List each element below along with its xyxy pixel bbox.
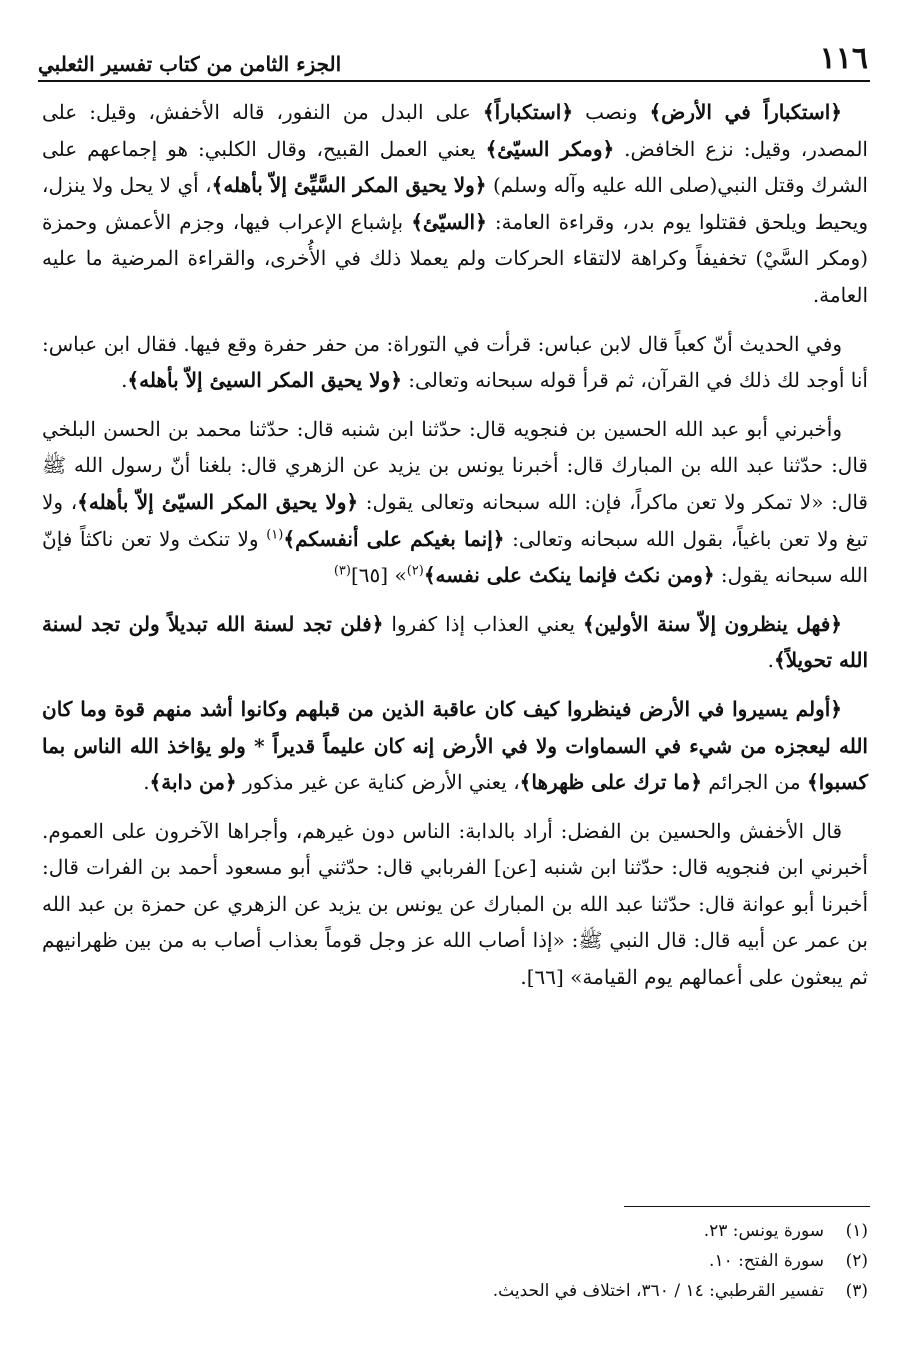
footnote-text: تفسير القرطبي: ١٤ / ٣٦٠، اختلاف في الحديث. bbox=[492, 1281, 824, 1301]
paragraph bbox=[42, 813, 868, 996]
main-text bbox=[42, 94, 868, 1008]
page-header bbox=[38, 34, 868, 74]
quran-verse: ﴿استكباراً في الأرض﴾ bbox=[649, 100, 842, 124]
footnote-number: (٢) bbox=[845, 1251, 868, 1271]
quran-verse: ﴿من دابة﴾ bbox=[149, 770, 237, 795]
paragraph bbox=[42, 691, 868, 801]
text-segment: يعني العمل القبيح، وقال الكلبي: هو إجماعهم على الشرك وقتل النبي(صلى الله عليه وآله وسلم) bbox=[42, 136, 868, 198]
text-segment: ، يعني الأرض كناية عن غير مذكور bbox=[236, 770, 520, 795]
footnote bbox=[42, 1246, 868, 1276]
page-number: ١١٦ bbox=[819, 41, 868, 76]
quran-verse: ﴿ولا يحيق المكر السيئ إلاّ بأهله﴾ bbox=[127, 368, 402, 393]
quran-verse: ﴿ومن نكث فإنما ينكث على نفسه﴾ bbox=[423, 563, 715, 588]
footnotes bbox=[42, 1216, 868, 1306]
quran-verse: ﴿فلن تجد لسنة الله تبديلاً ولن تجد لسنة الله تحويلاً﴾ bbox=[42, 611, 868, 673]
running-title: الجزء الثامن من كتاب تفسير الثعلبي bbox=[38, 52, 342, 76]
text-segment: » [٦٥] bbox=[350, 563, 407, 588]
quran-verse: ﴿ما ترك على ظهرها﴾ bbox=[519, 770, 702, 795]
text-segment: ولا تنكث ولا تعن ناكثاً فإنّ الله سبحانه يقول: bbox=[42, 526, 868, 588]
footnote bbox=[42, 1276, 868, 1306]
paragraph bbox=[42, 411, 868, 594]
text-segment: على البدل من النفور، قاله الأخفش، وقيل: على المصدر، وقيل: نزع الخافض. bbox=[42, 100, 868, 161]
text-segment: بإشباع الإعراب فيها، وجزم الأعمش وحمزة (ومكر السَّيْ) تخفيفاً وكراهة لالتقاء الحركات ولم يعملا ذلك في الأُخرى، والقراءة المرضية ما عليه العامة. bbox=[42, 209, 868, 307]
quran-verse: ﴿استكباراً﴾ bbox=[482, 100, 574, 124]
text-segment: . bbox=[121, 368, 128, 393]
text-segment: قال الأخفش والحسين بن الفضل: أراد بالدابة: الناس دون غيرهم، وأجراها الآخرون على العموم. أخبرني ابن فنجويه قال: حدّثنا ابن شنبه [عن] الفربابي قال: حدّثني أبو مسعود أحمد بن الفرات قال: أخبرنا أبو عوانة قال: حدّثنا عبد الله بن المبارك عن يونس بن يزيد عن الزهري عن حمزة بن عبد الله بن عمر عن أبيه قال: قال النبي ﷺ: «إذا أصاب الله عز وجل قوماً بعذاب أصاب به من بين ظهرانيهم ثم يبعثون على أعمالهم يوم القيامة» [٦٦]. bbox=[42, 818, 868, 990]
quran-verse: ﴿السيّئ﴾ bbox=[411, 209, 487, 234]
footnote-number: (١) bbox=[845, 1221, 868, 1241]
footnote-ref: (١) bbox=[266, 526, 284, 542]
footnote-ref: (٣) bbox=[333, 563, 351, 579]
footnote-separator bbox=[624, 1206, 870, 1207]
footnote-text: سورة الفتح: ١٠. bbox=[709, 1251, 824, 1271]
footnote-text: سورة يونس: ٢٣. bbox=[703, 1221, 824, 1241]
footnote bbox=[42, 1216, 868, 1246]
quran-verse: ﴿أولم يسيروا في الأرض فينظروا كيف كان عاقبة الذين من قبلهم وكانوا أشد منهم قوة وما كان الله ليعجزه من شيء في السماوات ولا في الأرض إنه كان عليماً قديراً * ولو يؤاخذ الله الناس بما كسبوا﴾ bbox=[42, 696, 868, 795]
paragraph bbox=[42, 94, 868, 314]
quran-verse: ﴿ولا يحيق المكر السَّيِّئ إلاّ بأهله﴾ bbox=[211, 173, 487, 198]
text-segment: وأخبرني أبو عبد الله الحسين بن فنجويه قال: حدّثنا ابن شنبه قال: حدّثنا محمد بن الحسن البلخي قال: حدّثنا عبد الله بن المبارك قال: أخبرنا يونس بن يزيد عن الزهري قال: بلغنا أنّ رسول الله ﷺ قال: «لا تمكر ولا تعن ماكراً، فإن: الله سبحانه وتعالى يقول: bbox=[42, 416, 868, 514]
text-segment: . bbox=[143, 770, 150, 795]
paragraph bbox=[42, 606, 868, 679]
quran-verse: ﴿ومكر السيّئ﴾ bbox=[485, 136, 615, 161]
footnote-ref: (٢) bbox=[406, 563, 424, 579]
text-segment: ونصب bbox=[573, 100, 650, 124]
text-segment: . bbox=[767, 648, 775, 673]
text-segment: من الجرائم bbox=[701, 770, 807, 795]
quran-verse: ﴿فهل ينظرون إلاّ سنة الأولين﴾ bbox=[582, 611, 843, 636]
text-segment: ، ولا تبغ ولا تعن باغياً، بقول الله سبحانه وتعالى: bbox=[42, 489, 868, 551]
quran-verse: ﴿ولا يحيق المكر السيّئ إلاّ بأهله﴾ bbox=[77, 489, 359, 514]
text-segment: يعني العذاب إذا كفروا bbox=[383, 611, 583, 636]
paragraph bbox=[42, 326, 868, 399]
quran-verse: ﴿إنما بغيكم على أنفسكم﴾ bbox=[283, 526, 505, 551]
header-rule bbox=[38, 80, 870, 82]
footnote-number: (٣) bbox=[845, 1281, 868, 1301]
text-segment: وفي الحديث أنّ كعباً قال لابن عباس: قرأت في التوراة: من حفر حفرة وقع فيها. فقال ابن عباس: أنا أوجد لك ذلك في القرآن، ثم قرأ قوله سبحانه وتعالى: bbox=[42, 331, 868, 393]
text-segment: ، أي لا يحل ولا ينزل، ويحيط ويلحق فقتلوا يوم بدر، وقراءة العامة: bbox=[42, 173, 868, 234]
